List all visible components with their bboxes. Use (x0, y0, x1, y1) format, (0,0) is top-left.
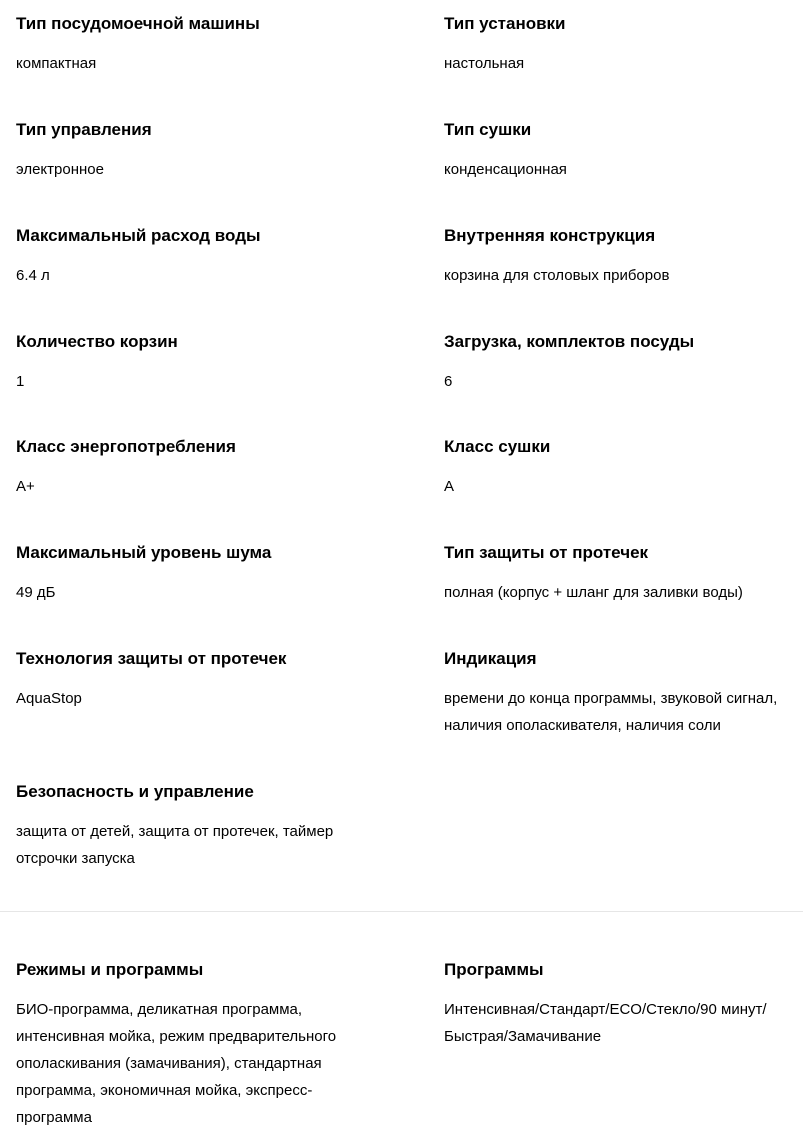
spec-value: 6 (444, 373, 453, 390)
spec-label: Тип управления (16, 120, 152, 139)
spec-value: A (444, 478, 455, 495)
spec-value: времени до конца программы, звуковой сигнал, наличия ополаскивателя, наличия соли (444, 690, 778, 734)
spec-label: Режимы и программы (16, 960, 204, 979)
spec-value: компактная (16, 55, 97, 72)
spec-value: полная (корпус + шланг для заливки воды) (444, 584, 743, 601)
spec-item-max-noise-level (16, 542, 386, 606)
spec-label: Тип установки (444, 14, 566, 33)
spec-item-internal-design (444, 225, 803, 289)
spec-label: Программы (444, 960, 544, 979)
spec-item-leak-protection-type (444, 542, 803, 606)
spec-item-safety-and-control (16, 781, 386, 872)
spec-label: Класс сушки (444, 437, 551, 456)
spec-value: настольная (444, 55, 525, 72)
spec-label: Класс энергопотребления (16, 437, 236, 456)
spec-label: Индикация (444, 649, 537, 668)
spec-item-max-water-consumption (16, 225, 386, 289)
spec-label: Количество корзин (16, 332, 178, 351)
spec-value: Интенсивная/Стандарт/ECO/Стекло/90 минут/Быстрая/Замачивание (444, 1001, 767, 1045)
spec-item-dishwasher-type (16, 13, 386, 77)
spec-value: AquaStop (16, 690, 82, 707)
spec-value: электронное (16, 161, 104, 178)
spec-item-energy-class (16, 436, 386, 500)
spec-item-control-type (16, 119, 386, 183)
spec-value: 1 (16, 373, 25, 390)
spec-item-place-settings (444, 331, 803, 395)
spec-label: Тип сушки (444, 120, 532, 139)
spec-item-leak-protection-technology (16, 648, 386, 712)
spec-label: Внутренняя конструкция (444, 226, 656, 245)
section-divider (0, 911, 803, 912)
spec-value: БИО-программа, деликатная программа, интенсивная мойка, режим предварительного ополаскивания (замачивания), стандартная программа, экономичная мойка, экспресс-программа (16, 1001, 337, 1126)
spec-item-indication (444, 648, 803, 739)
spec-item-drying-type (444, 119, 803, 183)
spec-value: 49 дБ (16, 584, 56, 601)
spec-value: конденсационная (444, 161, 567, 178)
spec-value: 6.4 л (16, 267, 50, 284)
spec-label: Тип защиты от протечек (444, 543, 649, 562)
spec-label: Безопасность и управление (16, 782, 254, 801)
spec-value: защита от детей, защита от протечек, таймер отсрочки запуска (16, 823, 334, 867)
spec-label: Максимальный расход воды (16, 226, 261, 245)
spec-item-basket-count (16, 331, 386, 395)
spec-item-installation-type (444, 13, 803, 77)
spec-item-modes-and-programs (16, 959, 386, 1131)
spec-value: корзина для столовых приборов (444, 267, 670, 284)
spec-label: Тип посудомоечной машины (16, 14, 260, 33)
spec-value: A+ (16, 478, 35, 495)
spec-label: Загрузка, комплектов посуды (444, 332, 695, 351)
spec-label: Максимальный уровень шума (16, 543, 272, 562)
spec-item-drying-class (444, 436, 803, 500)
spec-item-programs (444, 959, 803, 1050)
spec-label: Технология защиты от протечек (16, 649, 287, 668)
